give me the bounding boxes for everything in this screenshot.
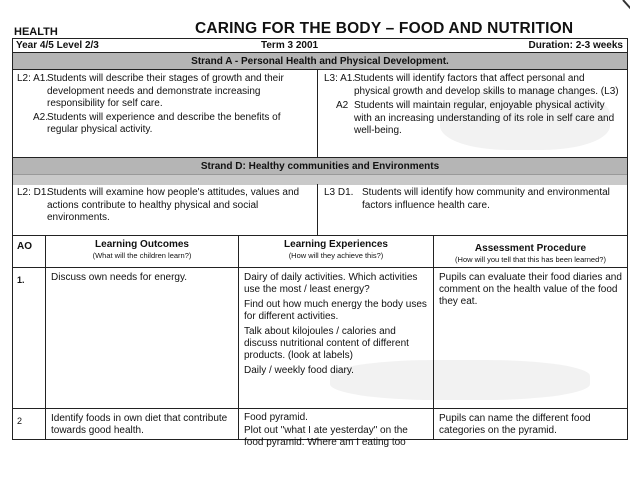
outcome-item — [17, 73, 313, 111]
experience-item: Plot out "what I ate yesterday" on the food pyramid. Where am I eating too — [244, 425, 408, 448]
meta-row — [13, 39, 627, 53]
strand-a-title: Strand A - Personal Health and Physical Development. — [13, 53, 627, 70]
outcome-code: L2: A1. — [17, 73, 49, 84]
experience-item: Food pyramid. — [244, 412, 308, 423]
strand-d-header — [13, 158, 627, 184]
outcome-code: A2. — [33, 111, 49, 123]
header-experiences: Learning Experiences (How will they achieve this?) — [239, 236, 434, 267]
learning-outcome: Identify foods in own diet that contribute towards good health. — [46, 409, 239, 440]
strand-d-level3 — [318, 184, 627, 235]
strand-a-level2 — [13, 70, 318, 157]
learning-outcome: Discuss own needs for energy. — [46, 268, 239, 408]
outcome-code: L3 D1. — [324, 187, 354, 198]
year-level: Year 4/5 Level 2/3 — [16, 40, 99, 51]
outcome-item — [17, 112, 313, 137]
outcome-code: A2 — [336, 100, 349, 111]
experience-item: Talk about kilojoules / calories and discuss nutritional content of different products. (look at labels) — [244, 326, 409, 361]
experience-item: Find out how much energy the body uses for different activities. — [244, 299, 427, 322]
outcome-text: Students will identify how community and environmental factors influence health care. — [362, 187, 610, 211]
experience-item: Dairy of daily activities. Which activities use the most / least energy? — [244, 272, 418, 295]
header-ao: AO — [13, 236, 46, 267]
outcome-text: Students will identify factors that affect personal and physical growth and develop skills to manage changes. (L3) — [354, 73, 619, 97]
experience-item: Daily / weekly food diary. — [244, 365, 354, 376]
outcome-text: Students will describe their stages of growth and their development needs and demonstrate increasing responsibility for self care. — [47, 73, 284, 109]
outcome-code: L2: D1. — [17, 187, 50, 198]
ao-number: 1. — [13, 268, 46, 408]
table-header — [13, 236, 627, 268]
term: Term 3 2001 — [261, 40, 319, 51]
assessment-procedure: Pupils can evaluate their food diaries and comment on the health value of the food they eat. — [439, 272, 622, 307]
header-assessment: Assessment Procedure (How will you tell that this has been learned?) — [455, 243, 606, 264]
learning-experiences — [239, 409, 434, 448]
duration: Duration: 2-3 weeks — [528, 40, 623, 51]
page-title: CARING FOR THE BODY – FOOD AND NUTRITION — [195, 20, 574, 37]
outcome-item — [17, 187, 313, 225]
outcome-text: Students will examine how people's attitudes, values and actions contribute to healthy physical and social environments. — [47, 187, 300, 223]
outcome-item — [324, 187, 621, 212]
assessment-procedure: Pupils can name the different food categories on the pyramid. — [439, 413, 591, 436]
subject-label: HEALTH — [14, 26, 58, 38]
outcome-text: Students will experience and describe the benefits of regular physical activity. — [47, 111, 281, 135]
table-row — [13, 409, 627, 448]
strand-d-outcomes — [13, 184, 627, 236]
strand-d-title: Strand D: Healthy communities and Environments — [200, 161, 440, 172]
pen-mark — [622, 0, 630, 17]
outcome-code: L3: A1. — [324, 73, 356, 84]
ao-number: 2 — [13, 409, 46, 440]
scan-smudge — [440, 90, 610, 150]
strand-d-level2 — [13, 184, 318, 235]
header-outcomes: Learning Outcomes (What will the children learn?) — [46, 236, 239, 267]
scan-smudge — [330, 360, 590, 400]
outcome-text: Students will maintain regular, enjoyable physical activity with an increasing understanding of its role in self care and well-being. — [354, 100, 615, 136]
